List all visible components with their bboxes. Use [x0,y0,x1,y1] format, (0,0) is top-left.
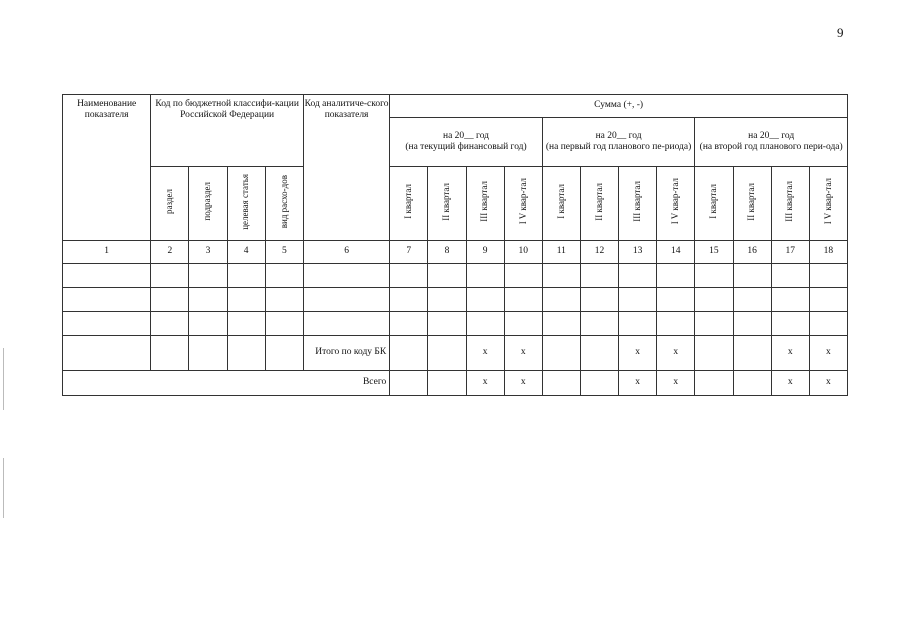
table-cell [695,312,733,336]
table-cell [580,371,618,396]
header-sum: Сумма (+, -) [390,95,848,118]
table-cell [657,312,695,336]
table-cell [733,336,771,371]
table-cell [771,312,809,336]
column-number: 12 [580,241,618,264]
column-number: 16 [733,241,771,264]
table-cell [227,288,265,312]
x-mark: x [657,336,695,371]
column-number: 17 [771,241,809,264]
table-cell [504,264,542,288]
header-quarter: I V квар-тал [809,167,847,241]
header-vid-rashodov: вид расхо-дов [265,167,303,241]
table-cell [695,288,733,312]
column-number: 2 [151,241,189,264]
table-cell [390,371,428,396]
header-analytic-code: Код аналитиче-ского показателя [303,95,389,241]
x-mark: x [504,371,542,396]
table-cell [809,288,847,312]
table-row [63,312,848,336]
table-cell [733,312,771,336]
header-quarter: I квартал [695,167,733,241]
table-cell [466,288,504,312]
budget-form-table [62,94,848,396]
column-number: 7 [390,241,428,264]
page-number: 9 [837,25,844,40]
table-cell [303,312,389,336]
table-cell [227,264,265,288]
table-cell [466,264,504,288]
table-cell [265,288,303,312]
header-quarter: I квартал [390,167,428,241]
table-cell [695,371,733,396]
header-year-plan-1: на 20__ год (на первый год планового пе-риода) [542,118,695,167]
table-cell [542,288,580,312]
table-cell [428,264,466,288]
header-kbk: Код по бюджетной классифи-кации Российской Федерации [151,95,304,167]
table-cell [428,371,466,396]
x-mark: x [771,336,809,371]
header-quarter: I V квар-тал [657,167,695,241]
table-cell [390,264,428,288]
itogo-label: Итого по коду БК [303,336,389,371]
table-cell [733,264,771,288]
column-number-row [63,241,848,264]
header-razdel: раздел [151,167,189,241]
table-cell [265,264,303,288]
table-cell [151,264,189,288]
table-cell [151,312,189,336]
header-quarter: II квартал [580,167,618,241]
table-cell [189,336,227,371]
column-number: 4 [227,241,265,264]
x-mark: x [619,336,657,371]
column-number: 11 [542,241,580,264]
table-cell [771,264,809,288]
table-cell [542,371,580,396]
table-cell [619,312,657,336]
table-cell [151,336,189,371]
table-cell [227,312,265,336]
x-mark: x [771,371,809,396]
header-quarter: III квартал [771,167,809,241]
table-row [63,288,848,312]
table-cell [580,288,618,312]
table-cell [63,336,151,371]
header-year-plan-2: на 20__ год (на второй год планового пери-ода) [695,118,848,167]
table-cell [466,312,504,336]
table-cell [504,288,542,312]
table-cell [733,371,771,396]
x-mark: x [657,371,695,396]
table-cell [580,336,618,371]
table-cell [428,288,466,312]
column-number: 10 [504,241,542,264]
table-cell [303,264,389,288]
table-cell [657,288,695,312]
scan-mark [3,458,4,518]
table-cell [265,336,303,371]
table-cell [695,336,733,371]
table-cell [390,312,428,336]
header-quarter: I V квар-тал [504,167,542,241]
table-cell [619,264,657,288]
table-cell [63,312,151,336]
table-row [63,264,848,288]
table-cell [390,336,428,371]
table-cell [657,264,695,288]
x-mark: x [619,371,657,396]
table-cell [428,336,466,371]
x-mark: x [466,336,504,371]
header-year-current: на 20__ год (на текущий финансовый год) [390,118,543,167]
column-number: 15 [695,241,733,264]
column-number: 14 [657,241,695,264]
column-number: 1 [63,241,151,264]
header-quarter: II квартал [428,167,466,241]
table-cell [265,312,303,336]
table-cell [189,288,227,312]
column-number: 8 [428,241,466,264]
table-cell [504,312,542,336]
table-cell [619,288,657,312]
table-cell [303,288,389,312]
column-number: 9 [466,241,504,264]
table-cell [580,264,618,288]
table-cell [227,336,265,371]
table-cell [63,288,151,312]
header-quarter: III квартал [619,167,657,241]
vsego-row [63,371,848,396]
column-number: 6 [303,241,389,264]
table-cell [771,288,809,312]
table-cell [63,264,151,288]
header-quarter: I квартал [542,167,580,241]
itogo-row [63,336,848,371]
header-quarter: II квартал [733,167,771,241]
x-mark: x [809,336,847,371]
table-cell [809,312,847,336]
column-number: 18 [809,241,847,264]
table-cell [390,288,428,312]
column-number: 13 [619,241,657,264]
table-cell [695,264,733,288]
x-mark: x [809,371,847,396]
table-cell [733,288,771,312]
column-number: 5 [265,241,303,264]
table-cell [809,264,847,288]
table-cell [580,312,618,336]
header-podrazdel: подраздел [189,167,227,241]
table-cell [189,264,227,288]
table-cell [428,312,466,336]
table-cell [189,312,227,336]
table-cell [542,312,580,336]
x-mark: x [466,371,504,396]
header-name: Наименование показателя [63,95,151,241]
column-number: 3 [189,241,227,264]
header-celevaya-statya: целевая статья [227,167,265,241]
header-quarter: III квартал [466,167,504,241]
x-mark: x [504,336,542,371]
scan-mark [3,348,4,410]
vsego-label: Всего [63,371,390,396]
table-cell [542,264,580,288]
table-cell [151,288,189,312]
table-cell [542,336,580,371]
